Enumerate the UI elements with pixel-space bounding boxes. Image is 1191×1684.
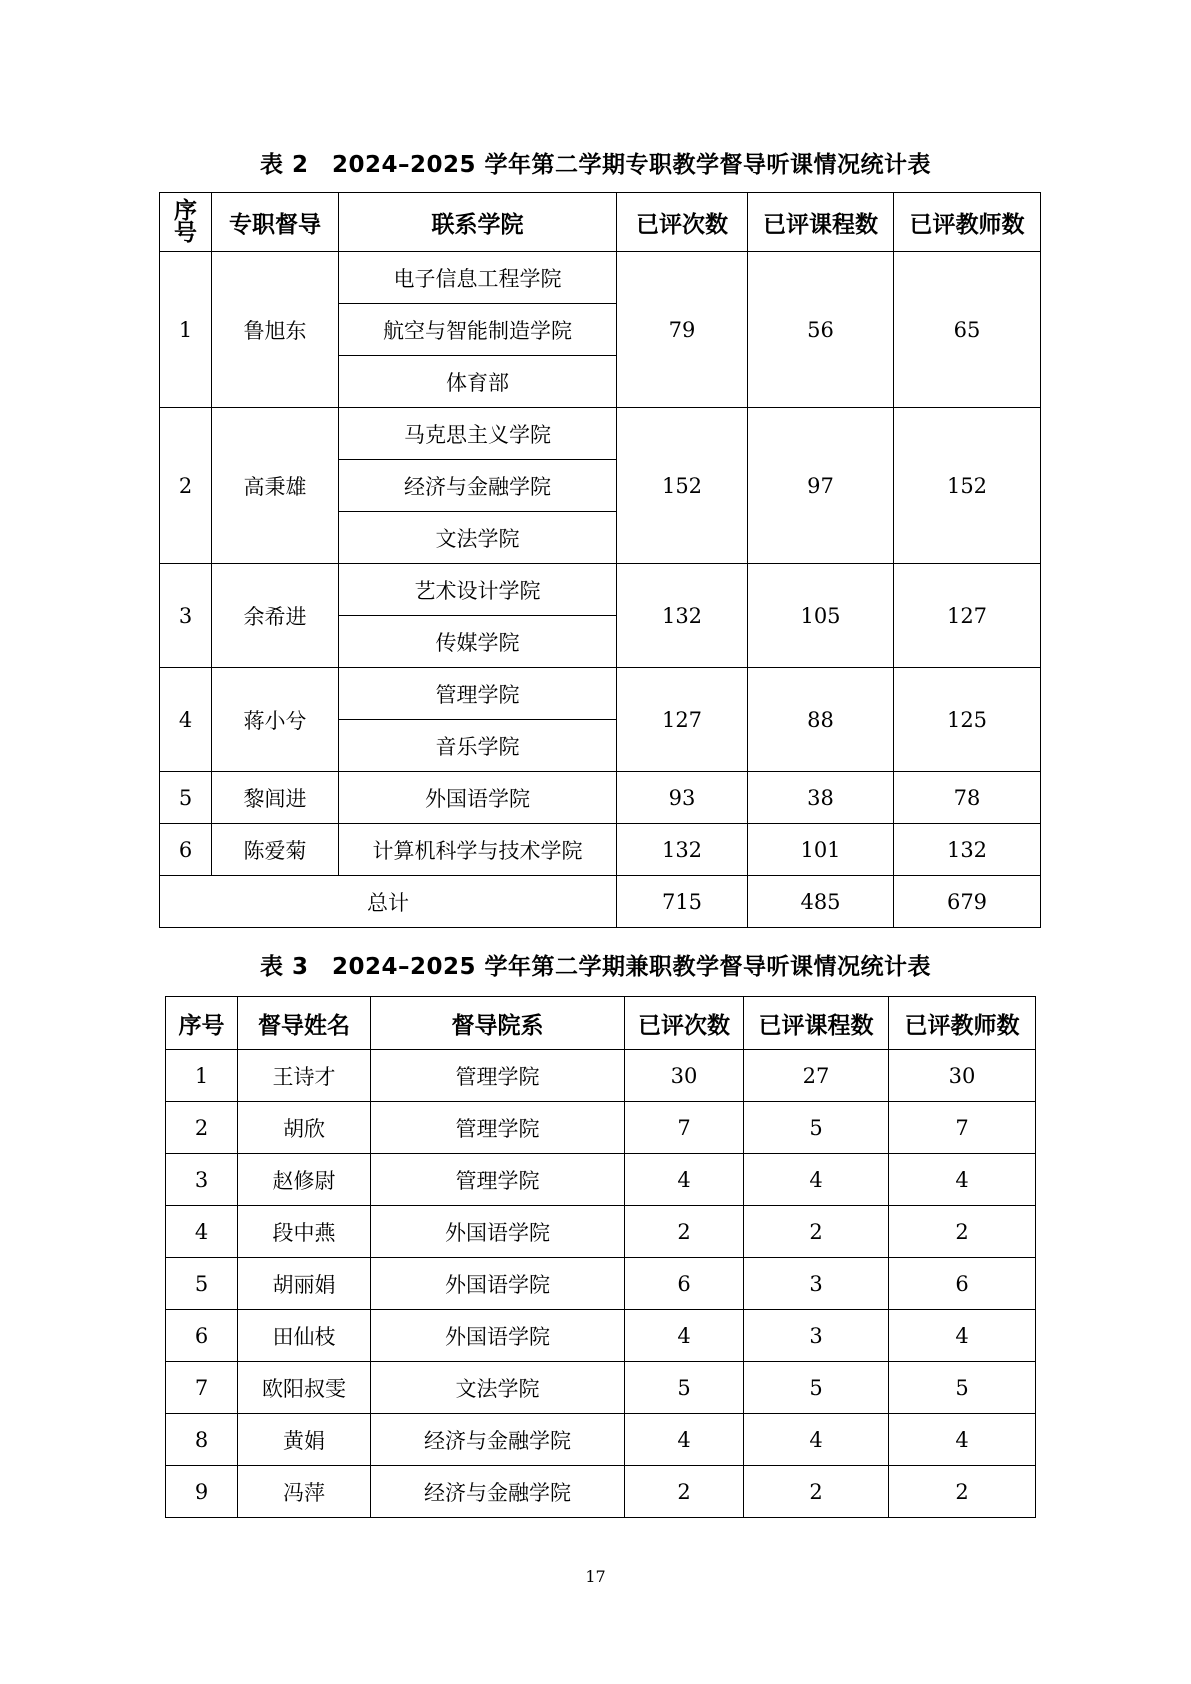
college-cell: 航空与智能制造学院: [339, 304, 617, 356]
table-row: [166, 1154, 1036, 1206]
evaluations-cell: 132: [617, 824, 748, 876]
dept-cell: 外国语学院: [371, 1310, 625, 1362]
teachers-cell: 152: [894, 408, 1041, 564]
teachers-cell: 2: [889, 1466, 1036, 1518]
dept-cell: 经济与金融学院: [371, 1466, 625, 1518]
header-college: 联系学院: [339, 193, 617, 252]
college-cell: 体育部: [339, 356, 617, 408]
name-cell: 胡丽娟: [238, 1258, 371, 1310]
supervisor-cell: 余希进: [212, 564, 339, 668]
courses-cell: 4: [744, 1154, 889, 1206]
name-cell: 黄娟: [238, 1414, 371, 1466]
supervisor-cell: 蒋小兮: [212, 668, 339, 772]
courses-cell: 5: [744, 1102, 889, 1154]
supervisor-cell: 黎闾进: [212, 772, 339, 824]
evaluations-cell: 127: [617, 668, 748, 772]
table3-header-row: [166, 997, 1036, 1050]
evaluations-cell: 93: [617, 772, 748, 824]
evaluations-cell: 6: [625, 1258, 744, 1310]
seq-cell: 7: [166, 1362, 238, 1414]
dept-cell: 管理学院: [371, 1154, 625, 1206]
college-cell: 电子信息工程学院: [339, 252, 617, 304]
evaluations-cell: 79: [617, 252, 748, 408]
seq-cell: 1: [166, 1050, 238, 1102]
total-teachers: 679: [894, 876, 1041, 928]
teachers-cell: 132: [894, 824, 1041, 876]
courses-cell: 88: [748, 668, 894, 772]
fulltime-supervisor-table: [159, 192, 1041, 928]
name-cell: 欧阳叔雯: [238, 1362, 371, 1414]
total-evaluations: 715: [617, 876, 748, 928]
table-row: [166, 1466, 1036, 1518]
header-dept: 督导院系: [371, 997, 625, 1050]
name-cell: 冯萍: [238, 1466, 371, 1518]
table-row: [160, 252, 1041, 304]
evaluations-cell: 30: [625, 1050, 744, 1102]
parttime-supervisor-table: [165, 996, 1036, 1518]
teachers-cell: 4: [889, 1310, 1036, 1362]
teachers-cell: 4: [889, 1154, 1036, 1206]
table-row: [166, 1050, 1036, 1102]
dept-cell: 外国语学院: [371, 1206, 625, 1258]
table-row: [160, 408, 1041, 460]
seq-cell: 5: [166, 1258, 238, 1310]
teachers-cell: 7: [889, 1102, 1036, 1154]
college-cell: 外国语学院: [339, 772, 617, 824]
seq-cell: 5: [160, 772, 212, 824]
courses-cell: 27: [744, 1050, 889, 1102]
table-row: [166, 1102, 1036, 1154]
college-cell: 艺术设计学院: [339, 564, 617, 616]
evaluations-cell: 132: [617, 564, 748, 668]
teachers-cell: 127: [894, 564, 1041, 668]
dept-cell: 管理学院: [371, 1050, 625, 1102]
college-cell: 文法学院: [339, 512, 617, 564]
name-cell: 田仙枝: [238, 1310, 371, 1362]
table-row: [166, 1362, 1036, 1414]
teachers-cell: 5: [889, 1362, 1036, 1414]
table-row: [160, 772, 1041, 824]
header-teachers: 已评教师数: [889, 997, 1036, 1050]
courses-cell: 56: [748, 252, 894, 408]
header-supervisor: 专职督导: [212, 193, 339, 252]
college-cell: 计算机科学与技术学院: [339, 824, 617, 876]
teachers-cell: 78: [894, 772, 1041, 824]
header-seq: 序号: [166, 997, 238, 1050]
teachers-cell: 125: [894, 668, 1041, 772]
table2-caption: 表 2 2024–2025 学年第二学期专职教学督导听课情况统计表: [259, 152, 932, 178]
header-courses: 已评课程数: [744, 997, 889, 1050]
evaluations-cell: 4: [625, 1154, 744, 1206]
courses-cell: 5: [744, 1362, 889, 1414]
dept-cell: 文法学院: [371, 1362, 625, 1414]
page-number: 17: [585, 1567, 606, 1586]
dept-cell: 外国语学院: [371, 1258, 625, 1310]
header-evaluations: 已评次数: [617, 193, 748, 252]
name-cell: 段中燕: [238, 1206, 371, 1258]
courses-cell: 101: [748, 824, 894, 876]
header-courses: 已评课程数: [748, 193, 894, 252]
seq-cell: 6: [166, 1310, 238, 1362]
courses-cell: 3: [744, 1258, 889, 1310]
courses-cell: 105: [748, 564, 894, 668]
courses-cell: 38: [748, 772, 894, 824]
seq-cell: 2: [160, 408, 212, 564]
header-seq: 序 号: [160, 193, 212, 252]
seq-cell: 4: [160, 668, 212, 772]
college-cell: 音乐学院: [339, 720, 617, 772]
courses-cell: 4: [744, 1414, 889, 1466]
seq-cell: 2: [166, 1102, 238, 1154]
seq-cell: 3: [166, 1154, 238, 1206]
table2-header-row: [160, 193, 1041, 252]
total-label: 总计: [160, 876, 617, 928]
total-courses: 485: [748, 876, 894, 928]
teachers-cell: 4: [889, 1414, 1036, 1466]
college-cell: 管理学院: [339, 668, 617, 720]
supervisor-cell: 陈爱菊: [212, 824, 339, 876]
evaluations-cell: 4: [625, 1414, 744, 1466]
name-cell: 胡欣: [238, 1102, 371, 1154]
table-row: [160, 668, 1041, 720]
courses-cell: 3: [744, 1310, 889, 1362]
table-row: [160, 824, 1041, 876]
evaluations-cell: 152: [617, 408, 748, 564]
evaluations-cell: 4: [625, 1310, 744, 1362]
evaluations-cell: 2: [625, 1206, 744, 1258]
teachers-cell: 65: [894, 252, 1041, 408]
table3-caption: 表 3 2024–2025 学年第二学期兼职教学督导听课情况统计表: [259, 954, 932, 980]
courses-cell: 97: [748, 408, 894, 564]
evaluations-cell: 7: [625, 1102, 744, 1154]
evaluations-cell: 2: [625, 1466, 744, 1518]
supervisor-cell: 鲁旭东: [212, 252, 339, 408]
table-row: [166, 1258, 1036, 1310]
dept-cell: 管理学院: [371, 1102, 625, 1154]
seq-cell: 8: [166, 1414, 238, 1466]
table-row: [160, 564, 1041, 616]
college-cell: 传媒学院: [339, 616, 617, 668]
college-cell: 马克思主义学院: [339, 408, 617, 460]
supervisor-cell: 高秉雄: [212, 408, 339, 564]
table-row: [166, 1206, 1036, 1258]
courses-cell: 2: [744, 1206, 889, 1258]
table-row: [166, 1414, 1036, 1466]
header-name: 督导姓名: [238, 997, 371, 1050]
seq-cell: 4: [166, 1206, 238, 1258]
seq-cell: 6: [160, 824, 212, 876]
college-cell: 经济与金融学院: [339, 460, 617, 512]
header-evaluations: 已评次数: [625, 997, 744, 1050]
seq-cell: 3: [160, 564, 212, 668]
dept-cell: 经济与金融学院: [371, 1414, 625, 1466]
evaluations-cell: 5: [625, 1362, 744, 1414]
name-cell: 王诗才: [238, 1050, 371, 1102]
teachers-cell: 30: [889, 1050, 1036, 1102]
seq-cell: 1: [160, 252, 212, 408]
table-row: [166, 1310, 1036, 1362]
seq-cell: 9: [166, 1466, 238, 1518]
courses-cell: 2: [744, 1466, 889, 1518]
total-row: [160, 876, 1041, 928]
name-cell: 赵修尉: [238, 1154, 371, 1206]
teachers-cell: 6: [889, 1258, 1036, 1310]
header-teachers: 已评教师数: [894, 193, 1041, 252]
teachers-cell: 2: [889, 1206, 1036, 1258]
